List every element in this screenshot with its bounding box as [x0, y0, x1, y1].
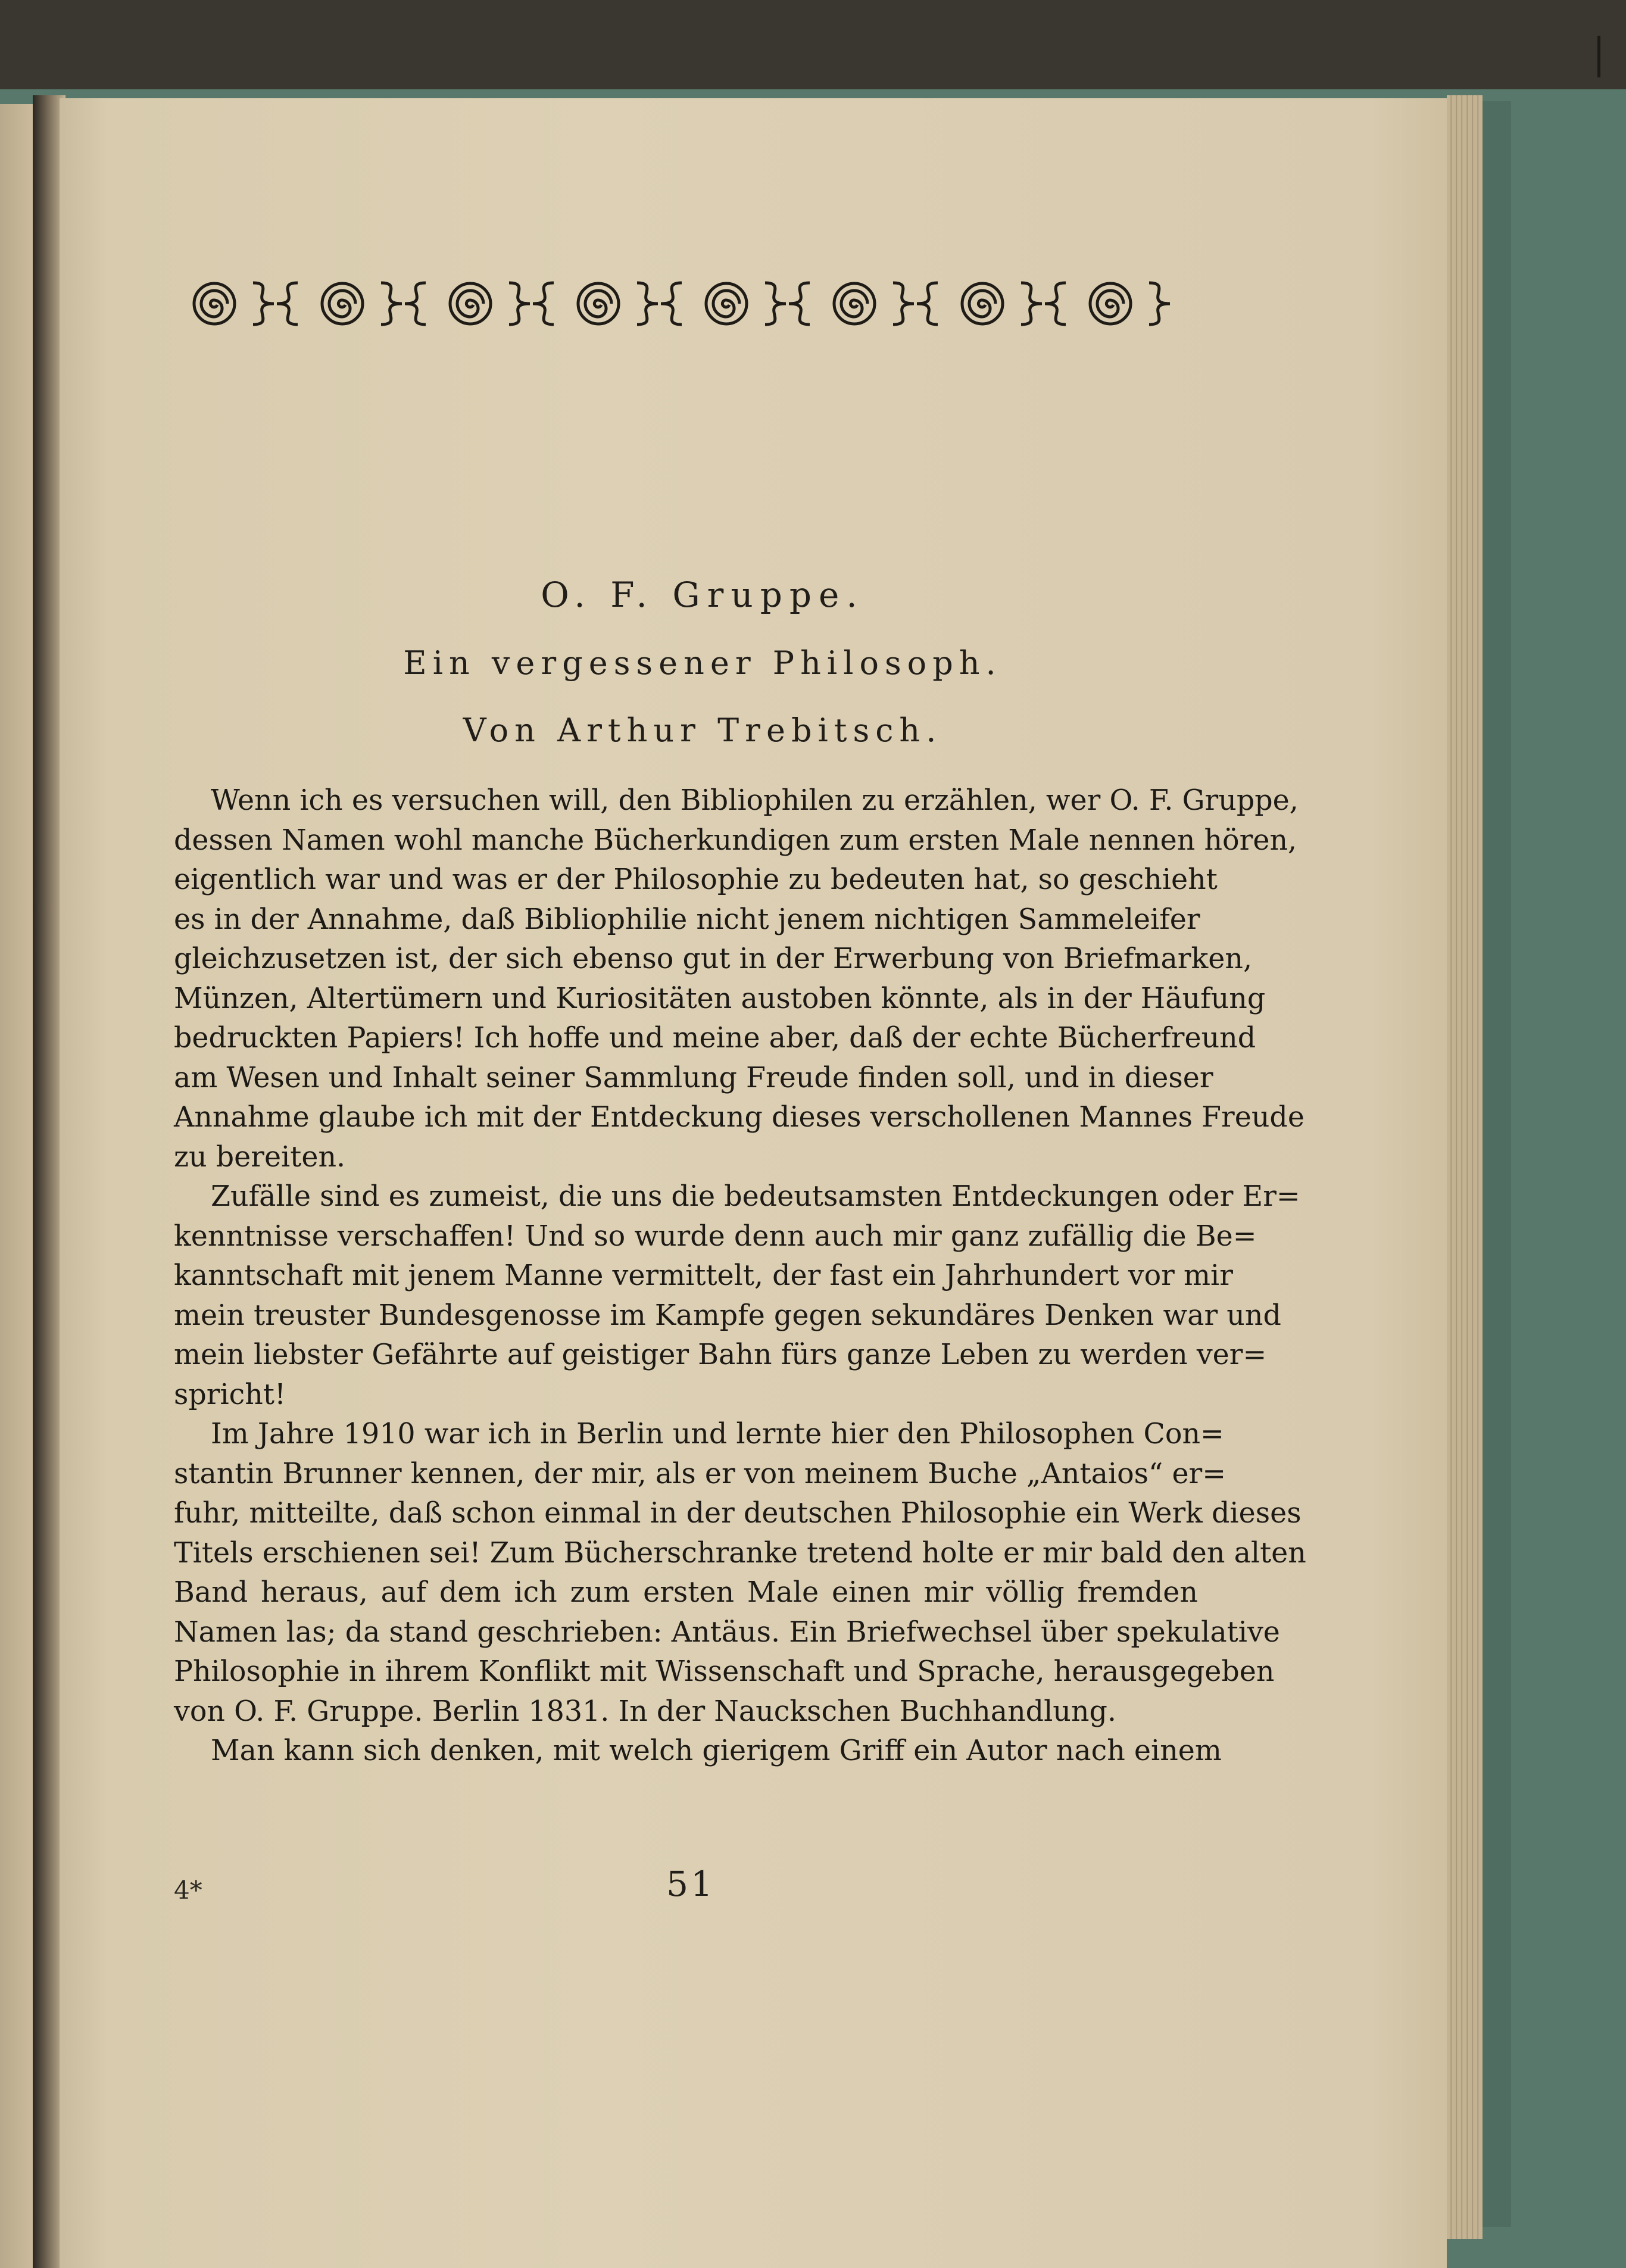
- text-line: Man kann sich denken, mit welch gierigem Griff ein Autor nach einem: [211, 1734, 1222, 1767]
- paragraph: [174, 781, 1304, 1177]
- article-byline: Von Arthur Trebitsch.: [463, 712, 942, 749]
- page-number: 51: [666, 1864, 715, 1904]
- text-line: eigentlich war und was er der Philosophie zu bedeuten hat, so geschieht: [174, 863, 1218, 896]
- scan-mark: [1597, 36, 1600, 77]
- paragraph: [174, 1177, 1300, 1415]
- signature-mark: 4*: [174, 1876, 202, 1905]
- page-block-edges: [1447, 95, 1483, 2239]
- text-line: dessen Namen wohl manche Bücherkundigen zum ersten Male nennen hören,: [174, 823, 1297, 857]
- text-line: es in der Annahme, daß Bibliophilie nicht jenem nichtigen Sammeleifer: [174, 903, 1200, 936]
- text-line: kenntnisse verschaffen! Und so wurde denn auch mir ganz zufällig die Be=: [174, 1219, 1257, 1253]
- text-line: Philosophie in ihrem Konflikt mit Wissenschaft und Sprache, herausgegeben: [174, 1655, 1275, 1688]
- text-line: spricht!: [174, 1378, 286, 1411]
- text-line: Namen las; da stand geschrieben: Antäus. Ein Briefwechsel über spekulative: [174, 1615, 1280, 1649]
- text-line: von O. F. Gruppe. Berlin 1831. In der Nauckschen Buchhandlung.: [174, 1695, 1116, 1728]
- paragraph: [174, 1415, 1306, 1732]
- article-subtitle: Ein vergessener Philosoph.: [403, 644, 1002, 682]
- text-line: mein treuster Bundesgenosse im Kampfe gegen sekundäres Denken war und: [174, 1299, 1281, 1332]
- text-line: Titels erschienen sei! Zum Bücherschranke tretend holte er mir bald den alten: [174, 1536, 1306, 1570]
- left-page-edge: [0, 104, 36, 2268]
- cover-edge: [1483, 101, 1511, 2227]
- text-line: stantin Brunner kennen, der mir, als er von meinem Buche „Antaios“ er=: [174, 1457, 1226, 1490]
- text-line: Band heraus, auf dem ich zum ersten Male einen mir völlig fremden: [174, 1576, 1198, 1609]
- text-line: mein liebster Gefährte auf geistiger Bahn fürs ganze Leben zu werden ver=: [174, 1339, 1267, 1371]
- text-line: Zufälle sind es zumeist, die uns die bedeutsamsten Entdeckungen oder Er=: [211, 1180, 1300, 1213]
- text-line: Münzen, Altertümern und Kuriositäten austoben könnte, als in der Häufung: [174, 982, 1266, 1015]
- paragraph: [174, 1732, 1222, 1771]
- text-line: Im Jahre 1910 war ich in Berlin und lernte hier den Philosophen Con=: [211, 1418, 1224, 1450]
- text-line: Annahme glaube ich mit der Entdeckung dieses verschollenen Mannes Freude: [174, 1101, 1304, 1134]
- article-body: [174, 781, 1306, 1771]
- text-line: bedruckten Papiers! Ich hoffe und meine aber, daß der echte Bücherfreund: [174, 1022, 1256, 1055]
- article-title: O. F. Gruppe.: [541, 575, 865, 615]
- ornamental-border-icon: [188, 271, 1212, 336]
- text-line: gleichzusetzen ist, der sich ebenso gut in der Erwerbung von Briefmarken,: [174, 943, 1253, 975]
- text-line: am Wesen und Inhalt seiner Sammlung Freude finden soll, und in dieser: [174, 1061, 1213, 1094]
- text-line: kanntschaft mit jenem Manne vermittelt, der fast ein Jahrhundert vor mir: [174, 1259, 1233, 1292]
- text-line: zu bereiten.: [174, 1140, 346, 1174]
- text-line: fuhr, mitteilte, daß schon einmal in der deutschen Philosophie ein Werk dieses: [174, 1497, 1302, 1530]
- text-line: Wenn ich es versuchen will, den Bibliophilen zu erzählen, wer O. F. Gruppe,: [211, 784, 1299, 817]
